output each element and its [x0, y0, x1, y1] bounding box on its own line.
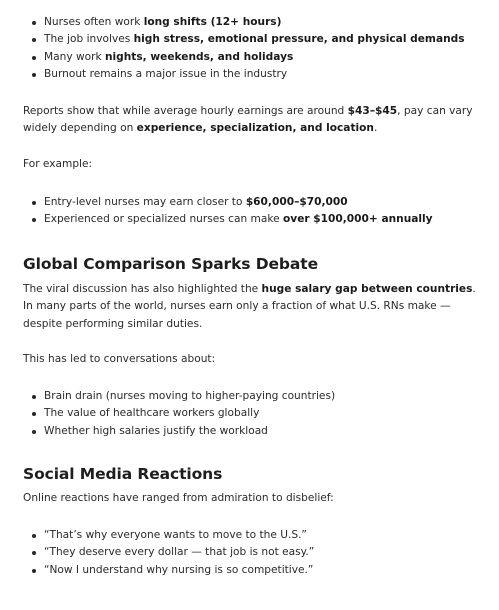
list-item: The job involves high stress, emotional pressure, and physical demands	[23, 31, 465, 48]
list-item: Many work nights, weekends, and holidays	[23, 49, 465, 66]
conversations-list	[23, 388, 335, 440]
list-item: “They deserve every dollar — that job is not easy.”	[23, 544, 314, 561]
list-item: Nurses often work long shifts (12+ hours)	[23, 14, 465, 31]
list-item: Brain drain (nurses moving to higher-paying countries)	[23, 388, 335, 405]
global-comparison-heading: Global Comparison Sparks Debate	[23, 255, 318, 273]
list-item: The value of healthcare workers globally	[23, 405, 335, 422]
viral-paragraph: The viral discussion has also highlighted the huge salary gap between countries. In many parts of the world, nurses earn only a fraction of what U.S. RNs make — despite performing similar duties.	[23, 283, 476, 330]
list-item: “Now I understand why nursing is so competitive.”	[23, 562, 314, 579]
list-item: Burnout remains a major issue in the industry	[23, 66, 465, 83]
online-reactions-text: Online reactions have ranged from admiration to disbelief:	[23, 492, 334, 504]
list-item: Entry-level nurses may earn closer to $60,000–$70,000	[23, 194, 433, 211]
social-media-heading: Social Media Reactions	[23, 465, 223, 483]
led-to-text: This has led to conversations about:	[23, 353, 216, 365]
reports-paragraph: Reports show that while average hourly earnings are around $43–$45, pay can vary widely depending on experience, specialization, and location.	[23, 105, 473, 135]
list-item: Whether high salaries justify the workload	[23, 423, 335, 440]
quotes-list	[23, 527, 314, 579]
list-item: Experienced or specialized nurses can make over $100,000+ annually	[23, 211, 433, 228]
for-example-text: For example:	[23, 158, 93, 170]
pay-list	[23, 194, 433, 229]
workload-list	[23, 14, 465, 84]
list-item: “That’s why everyone wants to move to the U.S.”	[23, 527, 314, 544]
